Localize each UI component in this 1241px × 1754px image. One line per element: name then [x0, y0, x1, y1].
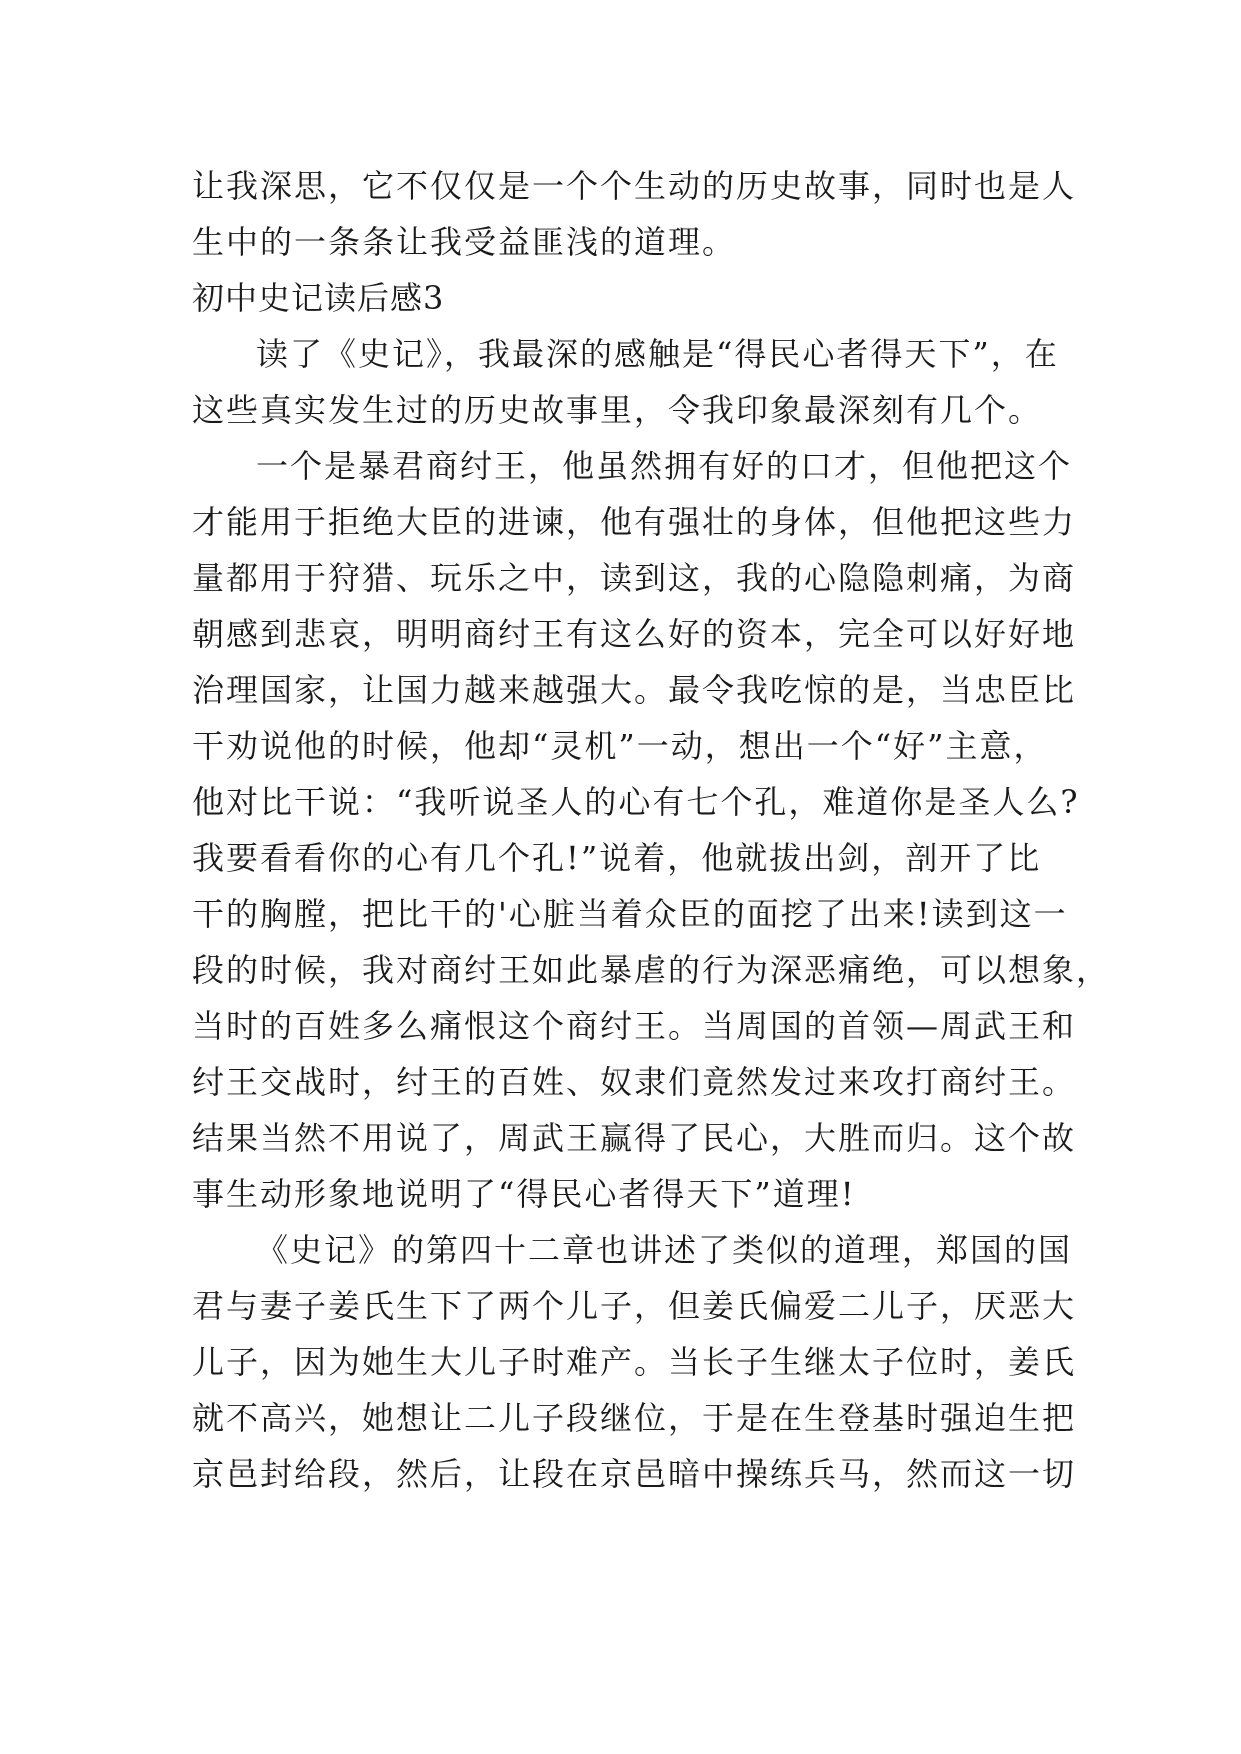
text-line: 我要看看你的心有几个孔!”说着，他就拔出剑，剖开了比	[192, 839, 1042, 877]
section-heading: 初中史记读后感3	[192, 279, 445, 317]
text-line: 治理国家，让国力越来越强大。最令我吃惊的是，当忠臣比	[192, 671, 1077, 709]
text-line: 生中的一条条让我受益匪浅的道理。	[192, 223, 737, 261]
text-line: 就不高兴，她想让二儿子段继位，于是在生登基时强迫生把	[192, 1399, 1077, 1437]
text-line: 干劝说他的时候，他却“灵机”一动，想出一个“好”主意，	[192, 727, 1048, 765]
paragraph-first-line: 读了《史记》，我最深的感触是“得民心者得天下”，在	[256, 335, 1059, 373]
text-line: 干的胸膛，把比干的'心脏当着众臣的面挖了出来!读到这一	[192, 895, 1068, 933]
text-line: 京邑封给段，然后，让段在京邑暗中操练兵马，然而这一切	[192, 1455, 1077, 1493]
text-line: 事生动形象地说明了“得民心者得天下”道理!	[192, 1175, 856, 1213]
text-line: 儿子，因为她生大儿子时难产。当长子生继太子位时，姜氏	[192, 1343, 1077, 1381]
text-line: 这些真实发生过的历史故事里，令我印象最深刻有几个。	[192, 391, 1043, 429]
text-line: 纣王交战时，纣王的百姓、奴隶们竟然发过来攻打商纣王。	[192, 1063, 1077, 1101]
text-line: 才能用于拒绝大臣的进谏，他有强壮的身体，但他把这些力	[192, 503, 1077, 541]
text-line: 段的时候，我对商纣王如此暴虐的行为深恶痛绝，可以想象，	[192, 951, 1111, 989]
text-line: 君与妻子姜氏生下了两个儿子，但姜氏偏爱二儿子，厌恶大	[192, 1287, 1077, 1325]
paragraph-first-line: 一个是暴君商纣王，他虽然拥有好的口才，但他把这个	[256, 447, 1073, 485]
text-line: 量都用于狩猎、玩乐之中，读到这，我的心隐隐刺痛，为商	[192, 559, 1077, 597]
text-line: 他对比干说：“我听说圣人的心有七个孔，难道你是圣人么?	[192, 783, 1080, 821]
text-line: 当时的百姓多么痛恨这个商纣王。当周国的首领—周武王和	[192, 1007, 1077, 1045]
text-line: 结果当然不用说了，周武王赢得了民心，大胜而归。这个故	[192, 1119, 1077, 1157]
document-body	[192, 158, 1111, 1502]
text-line: 让我深思，它不仅仅是一个个生动的历史故事，同时也是人	[192, 167, 1077, 205]
text-line: 朝感到悲哀，明明商纣王有这么好的资本，完全可以好好地	[192, 615, 1077, 653]
paragraph-first-line: 《史记》的第四十二章也讲述了类似的道理，郑国的国	[256, 1231, 1073, 1269]
